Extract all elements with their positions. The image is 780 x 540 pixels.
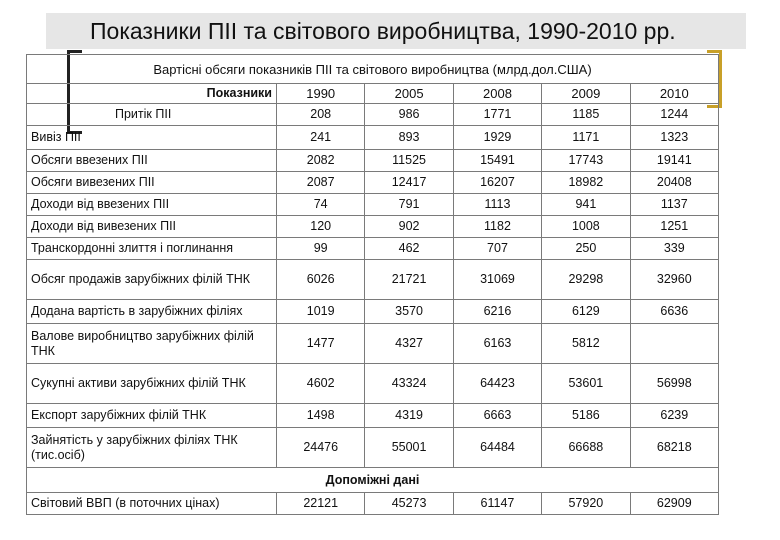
year-header: 2005 [365, 84, 453, 104]
value-cell: 45273 [365, 493, 453, 515]
value-cell: 6239 [630, 404, 718, 428]
value-cell: 53601 [542, 364, 630, 404]
data-table [26, 54, 719, 515]
value-cell: 17743 [542, 150, 630, 172]
subtitle-row [27, 55, 719, 84]
value-cell: 5186 [542, 404, 630, 428]
value-cell: 4602 [277, 364, 365, 404]
year-header: 2009 [542, 84, 630, 104]
value-cell: 68218 [630, 428, 718, 468]
value-cell: 43324 [365, 364, 453, 404]
value-cell: 64484 [453, 428, 541, 468]
value-cell: 57920 [542, 493, 630, 515]
value-cell: 61147 [453, 493, 541, 515]
table-row [27, 364, 719, 404]
value-cell: 1185 [542, 104, 630, 126]
value-cell: 74 [277, 194, 365, 216]
value-cell: 31069 [453, 260, 541, 300]
row-label: Світовий ВВП (в поточних цінах) [27, 493, 277, 515]
value-cell: 120 [277, 216, 365, 238]
value-cell: 15491 [453, 150, 541, 172]
value-cell: 4327 [365, 324, 453, 364]
value-cell: 1929 [453, 126, 541, 150]
value-cell: 1171 [542, 126, 630, 150]
value-cell: 3570 [365, 300, 453, 324]
value-cell: 19141 [630, 150, 718, 172]
row-label: Доходи від вивезених ПІІ [27, 216, 277, 238]
value-cell: 1244 [630, 104, 718, 126]
row-label: Обсяг продажів зарубіжних філій ТНК [27, 260, 277, 300]
section-label: Допоміжні дані [27, 468, 719, 493]
value-cell: 4319 [365, 404, 453, 428]
value-cell: 16207 [453, 172, 541, 194]
row-label: Притік ПІІ [27, 104, 277, 126]
value-cell: 2087 [277, 172, 365, 194]
value-cell: 707 [453, 238, 541, 260]
value-cell: 1113 [453, 194, 541, 216]
row-label: Обсяги вивезених ПІІ [27, 172, 277, 194]
value-cell: 1477 [277, 324, 365, 364]
value-cell: 11525 [365, 150, 453, 172]
table-row [27, 216, 719, 238]
table-row [27, 150, 719, 172]
value-cell [630, 324, 718, 364]
value-cell: 56998 [630, 364, 718, 404]
value-cell: 1137 [630, 194, 718, 216]
slide-title: Показники ПІІ та світового виробництва, 1990-2010 рр. [90, 18, 676, 44]
table-row [27, 300, 719, 324]
value-cell: 99 [277, 238, 365, 260]
value-cell: 6026 [277, 260, 365, 300]
indicator-header: Показники [27, 84, 277, 104]
value-cell: 1019 [277, 300, 365, 324]
table-row [27, 428, 719, 468]
table-row [27, 260, 719, 300]
header-row [27, 84, 719, 104]
value-cell: 6129 [542, 300, 630, 324]
value-cell: 20408 [630, 172, 718, 194]
table-subtitle: Вартісні обсяги показників ПІІ та світового виробництва (млрд.дол.США) [27, 55, 719, 84]
value-cell: 250 [542, 238, 630, 260]
value-cell: 29298 [542, 260, 630, 300]
row-label: Зайнятість у зарубіжних філіях ТНК (тис.осіб) [27, 428, 277, 468]
value-cell: 1182 [453, 216, 541, 238]
value-cell: 1251 [630, 216, 718, 238]
value-cell: 24476 [277, 428, 365, 468]
table-row [27, 324, 719, 364]
value-cell: 462 [365, 238, 453, 260]
table-row [27, 194, 719, 216]
section-row [27, 468, 719, 493]
table-row [27, 493, 719, 515]
value-cell: 241 [277, 126, 365, 150]
value-cell: 339 [630, 238, 718, 260]
year-header: 1990 [277, 84, 365, 104]
row-label: Доходи від ввезених ПІІ [27, 194, 277, 216]
value-cell: 2082 [277, 150, 365, 172]
value-cell: 32960 [630, 260, 718, 300]
row-label: Обсяги ввезених ПІІ [27, 150, 277, 172]
value-cell: 5812 [542, 324, 630, 364]
value-cell: 1323 [630, 126, 718, 150]
value-cell: 791 [365, 194, 453, 216]
row-label: Валове виробництво зарубіжних філій ТНК [27, 324, 277, 364]
value-cell: 18982 [542, 172, 630, 194]
row-label: Вивіз ПІІ [27, 126, 277, 150]
value-cell: 64423 [453, 364, 541, 404]
value-cell: 986 [365, 104, 453, 126]
table-row [27, 104, 719, 126]
value-cell: 6663 [453, 404, 541, 428]
value-cell: 893 [365, 126, 453, 150]
value-cell: 62909 [630, 493, 718, 515]
year-header: 2008 [453, 84, 541, 104]
table-row [27, 126, 719, 150]
value-cell: 902 [365, 216, 453, 238]
value-cell: 12417 [365, 172, 453, 194]
value-cell: 1008 [542, 216, 630, 238]
table-row [27, 172, 719, 194]
row-label: Сукупні активи зарубіжних філій ТНК [27, 364, 277, 404]
value-cell: 55001 [365, 428, 453, 468]
value-cell: 22121 [277, 493, 365, 515]
row-label: Додана вартість в зарубіжних філіях [27, 300, 277, 324]
value-cell: 1498 [277, 404, 365, 428]
row-label: Транскордонні злиття і поглинання [27, 238, 277, 260]
table-row [27, 404, 719, 428]
value-cell: 1771 [453, 104, 541, 126]
value-cell: 21721 [365, 260, 453, 300]
value-cell: 6216 [453, 300, 541, 324]
table-row [27, 238, 719, 260]
value-cell: 66688 [542, 428, 630, 468]
value-cell: 6636 [630, 300, 718, 324]
value-cell: 941 [542, 194, 630, 216]
value-cell: 208 [277, 104, 365, 126]
year-header: 2010 [630, 84, 718, 104]
value-cell: 6163 [453, 324, 541, 364]
row-label: Експорт зарубіжних філій ТНК [27, 404, 277, 428]
